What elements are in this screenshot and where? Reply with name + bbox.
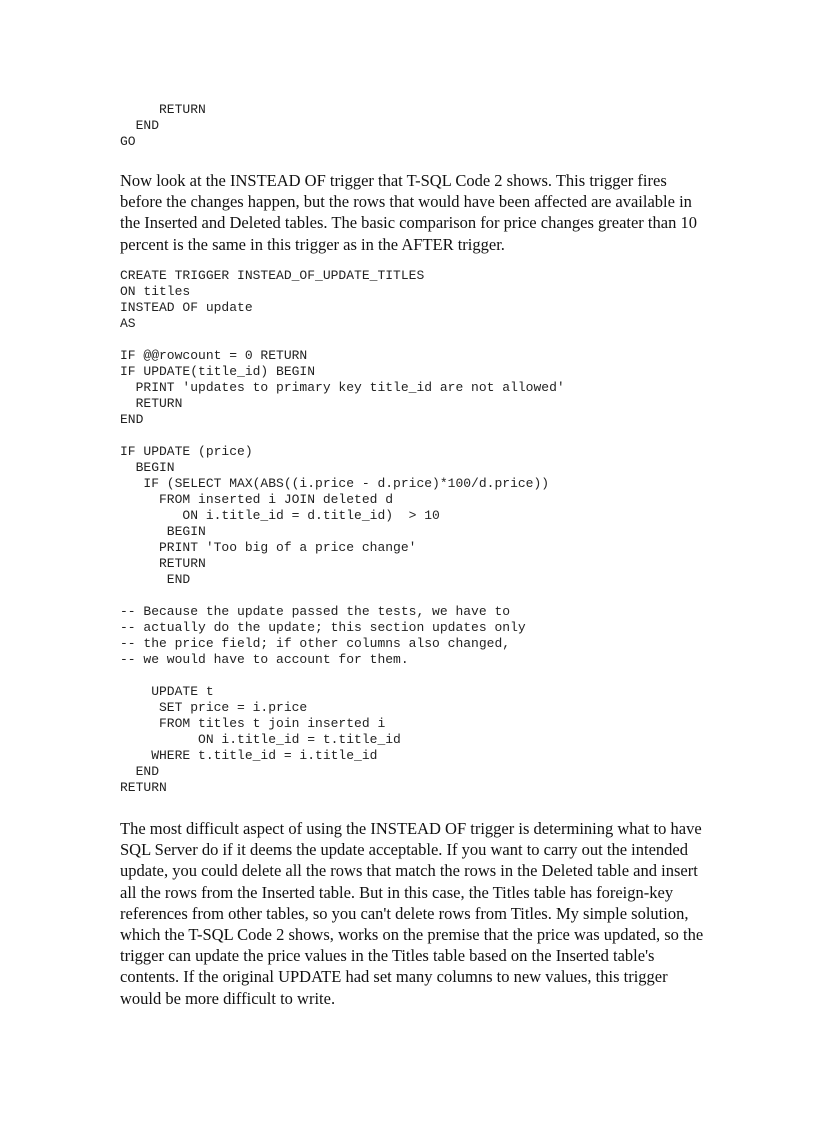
paragraph-instead-of-difficulty: [120, 818, 704, 1009]
paragraph-line: which the T-SQL Code 2 shows, works on the premise that the price was updated, so the: [120, 924, 704, 944]
paragraph-line: references from other tables, so you can't delete rows from Titles. My simple solution,: [120, 903, 689, 923]
code-line: [120, 668, 565, 684]
code-line: ON i.title_id = t.title_id: [120, 732, 401, 747]
code-comment-line: -- actually do the update; this section updates only: [120, 620, 526, 635]
code-line: END: [120, 572, 191, 587]
paragraph-line: would be more difficult to write.: [120, 988, 336, 1008]
code-line: FROM titles t join inserted i: [120, 716, 386, 731]
paragraph-line: update, you could delete all the rows that match the rows in the Deleted table and insert: [120, 861, 698, 881]
paragraph-line: the Inserted and Deleted tables. The basic comparison for price changes greater than 10: [120, 213, 697, 233]
code-line: SET price = i.price: [120, 700, 308, 715]
code-comment-line: -- the price field; if other columns also changed,: [120, 636, 511, 651]
code-line: [120, 428, 565, 444]
code-line: IF (SELECT MAX(ABS((i.price - d.price)*100/d.price)): [120, 476, 550, 491]
code-line: [120, 332, 565, 348]
code-line: CREATE TRIGGER INSTEAD_OF_UPDATE_TITLES: [120, 268, 425, 283]
code-line: AS: [120, 316, 136, 331]
paragraph-line: Now look at the INSTEAD OF trigger that T-SQL Code 2 shows. This trigger fires: [120, 171, 667, 190]
code-line: PRINT 'Too big of a price change': [120, 540, 417, 555]
paragraph-line: contents. If the original UPDATE had set many columns to new values, this trigger: [120, 967, 668, 987]
paragraph-line: The most difficult aspect of using the INSTEAD OF trigger is determining what to have: [120, 819, 702, 838]
paragraph-line: trigger can update the price values in the Titles table based on the Inserted table's: [120, 946, 655, 966]
paragraph-line: SQL Server do if it deems the update acceptable. If you want to carry out the intended: [120, 840, 688, 860]
code-line: END: [120, 118, 160, 133]
code-line: RETURN: [120, 556, 206, 571]
code-block-instead-of-trigger: [120, 268, 565, 796]
code-line: BEGIN: [120, 460, 175, 475]
paragraph-instead-of-intro: [120, 170, 700, 255]
code-line: IF @@rowcount = 0 RETURN: [120, 348, 308, 363]
code-line: IF UPDATE (price): [120, 444, 253, 459]
code-line: END: [120, 764, 160, 779]
code-line: RETURN: [120, 102, 206, 117]
paragraph-line: percent is the same in this trigger as in the AFTER trigger.: [120, 234, 505, 254]
code-line: ON titles: [120, 284, 191, 299]
code-line: GO: [120, 134, 136, 149]
code-line: RETURN: [120, 780, 167, 795]
code-line: WHERE t.title_id = i.title_id: [120, 748, 378, 763]
code-line: RETURN: [120, 396, 183, 411]
code-line: PRINT 'updates to primary key title_id are not allowed': [120, 380, 565, 395]
code-comment-line: -- we would have to account for them.: [120, 652, 409, 667]
code-line: [120, 588, 565, 604]
code-block-end-of-after-trigger: [120, 102, 206, 150]
code-line: BEGIN: [120, 524, 206, 539]
code-line: IF UPDATE(title_id) BEGIN: [120, 364, 316, 379]
paragraph-line: all the rows from the Inserted table. But in this case, the Titles table has foreign-key: [120, 882, 674, 902]
code-comment-line: -- Because the update passed the tests, we have to: [120, 604, 511, 619]
code-line: ON i.title_id = d.title_id) > 10: [120, 508, 440, 523]
code-line: UPDATE t: [120, 684, 214, 699]
code-line: FROM inserted i JOIN deleted d: [120, 492, 394, 507]
paragraph-line: before the changes happen, but the rows that would have been affected are available in: [120, 192, 692, 212]
code-line: INSTEAD OF update: [120, 300, 253, 315]
code-line: END: [120, 412, 144, 427]
